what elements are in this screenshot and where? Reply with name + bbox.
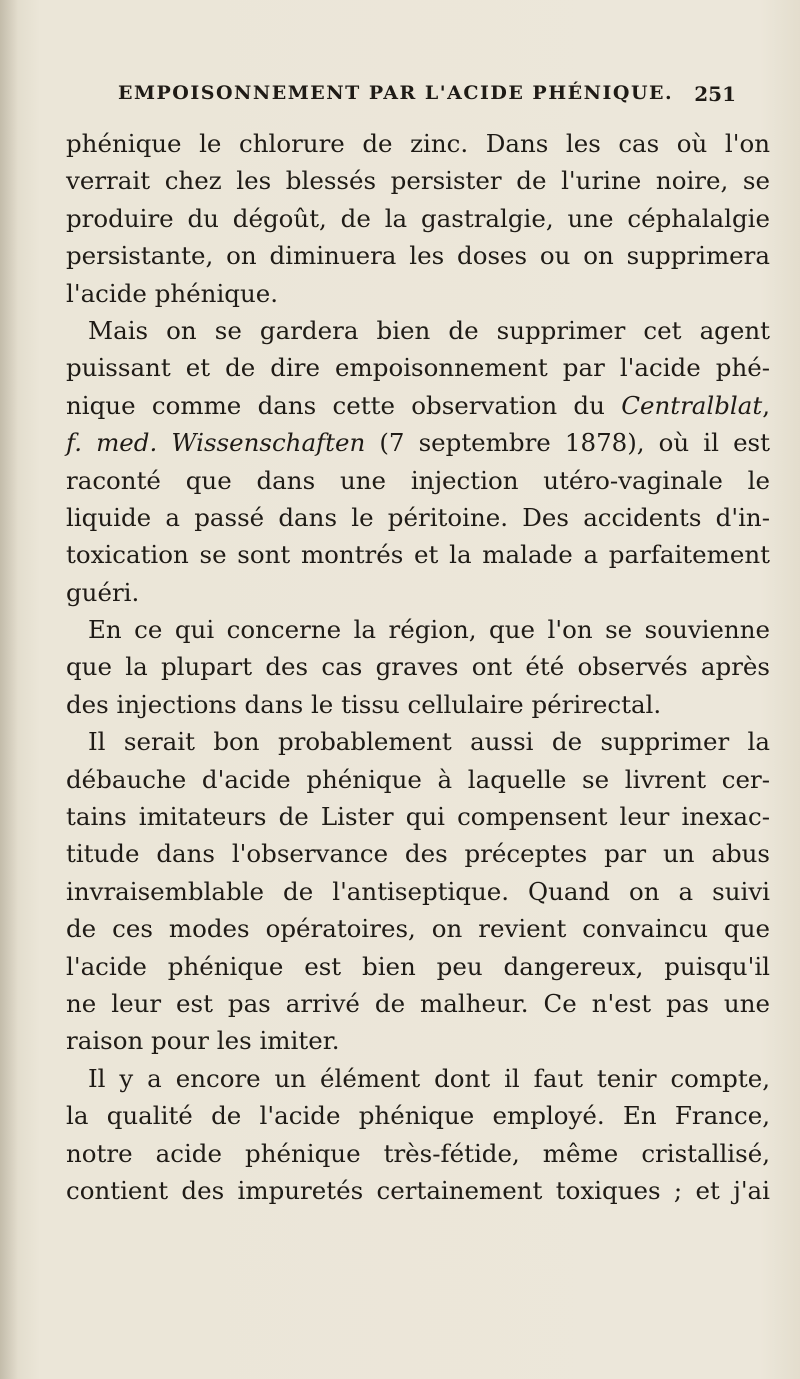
text-line: raison pour les imiter. <box>66 1026 340 1056</box>
text-line: des injections dans le tissu cellulaire périrectal. <box>66 689 662 719</box>
text-line: contient des impuretés certainement toxiques ; et j'ai <box>66 1175 770 1205</box>
text-line: guéri. <box>66 577 140 607</box>
text-line: f. med. Wissenschaften (7 septembre 1878), où il est <box>66 428 770 458</box>
text-line: persistante, on diminuera les doses ou on supprimera <box>66 241 770 271</box>
text-line: toxication se sont montrés et la malade a parfaitement <box>66 540 770 570</box>
text-line: verrait chez les blessés persister de l'urine noire, se <box>66 166 770 196</box>
running-title: EMPOISONNEMENT PAR L'ACIDE PHÉNIQUE. <box>118 82 674 104</box>
text-line: l'acide phénique est bien peu dangereux, puisqu'il <box>66 951 770 981</box>
text-line: ne leur est pas arrivé de malheur. Ce n'est pas une <box>66 988 770 1018</box>
text-line: liquide a passé dans le péritoine. Des accidents d'in- <box>66 502 770 532</box>
text-line: débauche d'acide phénique à laquelle se livrent cer- <box>66 764 770 794</box>
text-line: notre acide phénique très-fétide, même cristallisé, <box>66 1138 770 1168</box>
text-line: de ces modes opératoires, on revient convaincu que <box>66 914 770 944</box>
text-line: puissant et de dire empoisonnement par l'acide phé- <box>66 353 770 383</box>
italic-citation: f. med. Wissenschaften <box>66 428 366 458</box>
text-line: l'acide phénique. <box>66 278 279 308</box>
page-header <box>118 82 758 112</box>
page-gutter-shadow <box>0 0 18 1379</box>
text-line: produire du dégoût, de la gastralgie, une céphalalgie <box>66 203 770 233</box>
paragraph-first-line: Il y a encore un élément dont il faut tenir compte, <box>88 1063 770 1093</box>
text-line: invraisemblable de l'antiseptique. Quand on a suivi <box>66 876 770 906</box>
text-line: titude dans l'observance des préceptes par un abus <box>66 839 770 869</box>
paragraph-first-line: Il serait bon probablement aussi de supprimer la <box>88 727 770 757</box>
paragraph-first-line: En ce qui concerne la région, que l'on se souvienne <box>88 615 770 645</box>
body-text <box>66 125 770 1209</box>
italic-citation: Centralblat <box>621 390 763 420</box>
text-line: phénique le chlorure de zinc. Dans les cas où l'on <box>66 129 770 158</box>
text-line: la qualité de l'acide phénique employé. En France, <box>66 1101 770 1131</box>
text-line: raconté que dans une injection utéro-vaginale le <box>66 465 770 495</box>
text-line: que la plupart des cas graves ont été observés après <box>66 652 770 682</box>
page-number: 251 <box>694 82 736 106</box>
text-line: tains imitateurs de Lister qui compensent leur inexac- <box>66 802 770 832</box>
text-line: nique comme dans cette observation du Centralblat, <box>66 390 770 420</box>
paragraph-first-line: Mais on se gardera bien de supprimer cet agent <box>88 315 770 345</box>
